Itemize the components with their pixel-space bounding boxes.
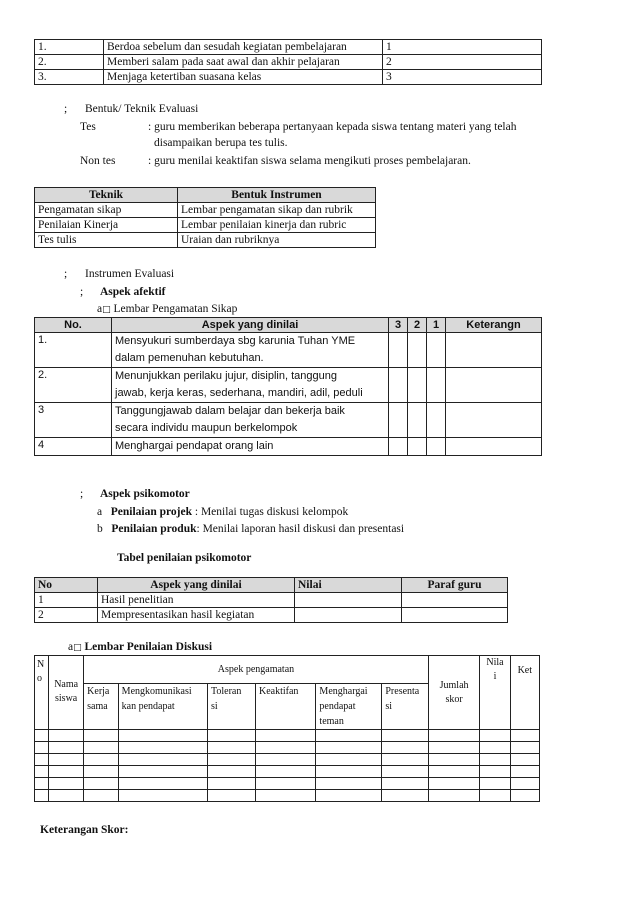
- table-row: [35, 233, 376, 248]
- table-row: [35, 593, 508, 608]
- diskusi-cell: [316, 754, 382, 766]
- diskusi-cell: [35, 766, 49, 778]
- diskusi-cell: [480, 730, 510, 742]
- psiko-aspek: Hasil penelitian: [98, 593, 295, 608]
- sikap-score-1: [427, 403, 446, 438]
- sikap-aspek-line-1: Menghargai pendapat orang lain: [115, 440, 274, 452]
- sikap-score-1: [427, 368, 446, 403]
- table-row: [35, 40, 542, 55]
- sikap-score-2: [408, 368, 427, 403]
- sikap-aspek-line-1: Mensyukuri sumberdaya sbg karunia Tuhan YME: [115, 335, 356, 347]
- bentuk-bullet: ;: [64, 103, 68, 115]
- diskusi-cell: [316, 790, 382, 802]
- diskusi-aspek-header: Aspek pengamatan: [84, 656, 429, 684]
- table-row: [35, 754, 540, 766]
- table-row: [35, 742, 540, 754]
- diskusi-col-line: Keaktifan: [258, 686, 299, 697]
- diskusi-no-1: N: [37, 659, 45, 670]
- diskusi-col-line: Kerja: [87, 686, 110, 697]
- psiko-a-bold: Penilaian projek: [110, 506, 192, 518]
- lembar-title: Lembar Pengamatan Sikap: [113, 303, 238, 315]
- psiko-table: [34, 577, 508, 623]
- diskusi-cell: [84, 730, 119, 742]
- teknik-cell: Tes tulis: [35, 233, 178, 248]
- psiko-nilai: [295, 608, 402, 623]
- psiko-heading: Aspek psikomotor: [100, 488, 190, 500]
- psiko-paraf: [402, 593, 508, 608]
- diskusi-cell: [428, 742, 480, 754]
- lembar-sikap-label: [97, 302, 237, 318]
- diskusi-cell: [480, 742, 510, 754]
- diskusi-nama-header: [49, 656, 84, 730]
- sikap-no-header: No.: [35, 318, 112, 333]
- diskusi-cell: [255, 754, 315, 766]
- diskusi-col-header: [382, 684, 428, 730]
- psiko-no: 2: [35, 608, 98, 623]
- nontes-label: Non tes: [80, 155, 116, 167]
- table-row: [35, 218, 376, 233]
- diskusi-cell: [49, 754, 84, 766]
- afektif-bullet: ;: [80, 286, 84, 298]
- sikap-score-2: [408, 333, 427, 368]
- diskusi-cell: [84, 742, 119, 754]
- diskusi-cell: [84, 778, 119, 790]
- psiko-item-b: [97, 522, 404, 537]
- diskusi-no-header: [35, 656, 49, 730]
- diskusi-cell: [255, 778, 315, 790]
- nontes-text: : guru menilai keaktifan siswa selama mengikuti proses pembelajaran.: [148, 155, 471, 167]
- diskusi-cell: [255, 790, 315, 802]
- table-row: [35, 778, 540, 790]
- diskusi-cell: [510, 742, 539, 754]
- diskusi-heading: Lembar Penilaian Diskusi: [84, 641, 213, 653]
- diskusi-cell: [382, 742, 428, 754]
- psiko-paraf-header: Paraf guru: [402, 578, 508, 593]
- tes-text-1: : guru memberikan beberapa pertanyaan kepada siswa tentang materi yang telah: [148, 121, 517, 133]
- diskusi-cell: [207, 730, 255, 742]
- instrumen-cell: Lembar pengamatan sikap dan rubrik: [178, 203, 376, 218]
- diskusi-col-header: [207, 684, 255, 730]
- diskusi-cell: [428, 790, 480, 802]
- diskusi-cell: [84, 766, 119, 778]
- diskusi-jumlah-1: Jumlah: [439, 679, 469, 691]
- afektif-heading: Aspek afektif: [100, 286, 166, 298]
- diskusi-cell: [207, 766, 255, 778]
- diskusi-cell: [118, 766, 207, 778]
- psiko-no: 1: [35, 593, 98, 608]
- psiko-aspek: Mempresentasikan hasil kegiatan: [98, 608, 295, 623]
- diskusi-cell: [382, 766, 428, 778]
- sikap-ket-header: Keterangn: [446, 318, 542, 333]
- psiko-b-text: : Menilai laporan hasil diskusi dan presentasi: [196, 523, 405, 535]
- diskusi-col-line: sama: [87, 701, 108, 712]
- behavior-desc: Menjaga ketertiban suasana kelas: [104, 70, 383, 85]
- diskusi-marker: a: [68, 641, 74, 653]
- instrumen-cell: Uraian dan rubriknya: [178, 233, 376, 248]
- diskusi-cell: [382, 754, 428, 766]
- diskusi-cell: [255, 766, 315, 778]
- psiko-a-marker: a: [97, 506, 103, 518]
- diskusi-col-header: [255, 684, 315, 730]
- diskusi-col-line: Menghargai: [319, 686, 368, 697]
- diskusi-cell: [49, 742, 84, 754]
- diskusi-cell: [49, 778, 84, 790]
- psiko-a-text: : Menilai tugas diskusi kelompok: [192, 506, 349, 518]
- diskusi-cell: [49, 790, 84, 802]
- diskusi-cell: [316, 766, 382, 778]
- sikap-aspek-line-2: secara individu maupun berkelompok: [115, 422, 298, 434]
- sikap-no: 3: [35, 403, 112, 438]
- diskusi-cell: [428, 766, 480, 778]
- psiko-nilai: [295, 593, 402, 608]
- bentuk-heading: Bentuk/ Teknik Evaluasi: [85, 103, 199, 115]
- table-row: [35, 438, 542, 456]
- diskusi-cell: [480, 778, 510, 790]
- table-row: [35, 368, 542, 403]
- sikap-aspek-line-2: jawab, kerja keras, sederhana, mandiri, adil, peduli: [115, 387, 363, 399]
- diskusi-cell: [35, 742, 49, 754]
- diskusi-cell: [207, 778, 255, 790]
- psiko-paraf: [402, 608, 508, 623]
- psiko-no-header: No: [35, 578, 98, 593]
- diskusi-cell: [428, 778, 480, 790]
- psiko-table-title: Tabel penilaian psikomotor: [117, 552, 252, 564]
- instrumen-cell: Lembar penilaian kinerja dan rubric: [178, 218, 376, 233]
- diskusi-cell: [118, 778, 207, 790]
- sikap-score-1: [427, 333, 446, 368]
- behavior-no: 3.: [35, 70, 104, 85]
- diskusi-col-line: teman: [319, 716, 344, 727]
- diskusi-cell: [480, 790, 510, 802]
- psiko-item-a: [97, 505, 348, 520]
- checkbox-icon: □: [73, 643, 82, 653]
- diskusi-cell: [316, 742, 382, 754]
- diskusi-col-line: Mengkomunikasi: [121, 686, 192, 697]
- diskusi-cell: [84, 754, 119, 766]
- diskusi-cell: [382, 730, 428, 742]
- sikap-keterangan: [446, 333, 542, 368]
- teknik-header: Teknik: [35, 188, 178, 203]
- tes-label: Tes: [80, 121, 96, 133]
- teknik-cell: Penilaian Kinerja: [35, 218, 178, 233]
- diskusi-col-header: [316, 684, 382, 730]
- behavior-value: 1: [383, 40, 542, 55]
- diskusi-cell: [118, 730, 207, 742]
- behavior-no: 2.: [35, 55, 104, 70]
- sikap-aspek-header: Aspek yang dinilai: [112, 318, 389, 333]
- instrumen-heading: Instrumen Evaluasi: [85, 268, 175, 280]
- psiko-b-bold: Penilaian produk: [111, 523, 197, 535]
- sikap-aspek: [112, 333, 389, 368]
- sikap-score-2: [408, 403, 427, 438]
- diskusi-col-line: pendapat: [319, 701, 356, 712]
- diskusi-cell: [255, 742, 315, 754]
- diskusi-cell: [510, 790, 539, 802]
- sikap-score-3: [389, 403, 408, 438]
- sikap-keterangan: [446, 368, 542, 403]
- psiko-b-marker: b: [97, 523, 103, 535]
- table-row: [35, 608, 508, 623]
- diskusi-table: [34, 655, 540, 802]
- diskusi-cell: [118, 790, 207, 802]
- diskusi-col-line: si: [210, 701, 218, 712]
- behavior-no: 1.: [35, 40, 104, 55]
- sikap-no: 1.: [35, 333, 112, 368]
- diskusi-cell: [35, 778, 49, 790]
- diskusi-cell: [84, 790, 119, 802]
- diskusi-nilai-1: Nila: [486, 657, 504, 668]
- behavior-table: [34, 39, 542, 85]
- diskusi-cell: [316, 778, 382, 790]
- psiko-bullet: ;: [80, 488, 84, 500]
- lembar-marker: a: [97, 303, 103, 315]
- sikap-table: [34, 317, 542, 456]
- diskusi-nilai-2: i: [493, 671, 497, 682]
- sikap-2-header: 2: [408, 318, 427, 333]
- sikap-aspek: [112, 368, 389, 403]
- sikap-keterangan: [446, 438, 542, 456]
- diskusi-cell: [510, 778, 539, 790]
- diskusi-cell: [207, 742, 255, 754]
- behavior-desc: Berdoa sebelum dan sesudah kegiatan pembelajaran: [104, 40, 383, 55]
- behavior-desc: Memberi salam pada saat awal dan akhir pelajaran: [104, 55, 383, 70]
- bentuk-instrumen-header: Bentuk Instrumen: [178, 188, 376, 203]
- diskusi-cell: [316, 730, 382, 742]
- diskusi-col-line: Presenta: [385, 686, 420, 697]
- diskusi-nama-1: Nama: [54, 679, 79, 690]
- table-row: [35, 55, 542, 70]
- psiko-nilai-header: Nilai: [295, 578, 402, 593]
- diskusi-cell: [49, 730, 84, 742]
- tes-text-2: disampaikan berupa tes tulis.: [154, 137, 288, 149]
- sikap-no: 2.: [35, 368, 112, 403]
- sikap-aspek: [112, 438, 389, 456]
- behavior-value: 3: [383, 70, 542, 85]
- teknik-cell: Pengamatan sikap: [35, 203, 178, 218]
- sikap-no: 4: [35, 438, 112, 456]
- diskusi-col-line: Toleran: [210, 686, 242, 697]
- diskusi-jumlah-header: [428, 656, 480, 730]
- diskusi-heading-line: [68, 640, 212, 656]
- keterangan-skor: Keterangan Skor:: [40, 824, 129, 836]
- sikap-score-1: [427, 438, 446, 456]
- diskusi-cell: [35, 730, 49, 742]
- diskusi-cell: [428, 730, 480, 742]
- diskusi-cell: [510, 766, 539, 778]
- instrumen-bullet: ;: [64, 268, 68, 280]
- sikap-keterangan: [446, 403, 542, 438]
- diskusi-col-line: kan pendapat: [121, 701, 175, 712]
- diskusi-nama-2: siswa: [55, 693, 78, 704]
- diskusi-cell: [510, 730, 539, 742]
- table-row: [35, 766, 540, 778]
- diskusi-cell: [480, 766, 510, 778]
- diskusi-no-2: o: [37, 673, 42, 684]
- diskusi-cell: [207, 754, 255, 766]
- diskusi-cell: [480, 754, 510, 766]
- sikap-1-header: 1: [427, 318, 446, 333]
- table-row: [35, 790, 540, 802]
- sikap-3-header: 3: [389, 318, 408, 333]
- diskusi-nilai-header: [480, 656, 510, 730]
- checkbox-icon: □: [102, 305, 111, 315]
- sikap-score-3: [389, 333, 408, 368]
- psiko-aspek-header: Aspek yang dinilai: [98, 578, 295, 593]
- diskusi-cell: [382, 790, 428, 802]
- behavior-value: 2: [383, 55, 542, 70]
- diskusi-jumlah-2: skor: [445, 693, 463, 705]
- sikap-aspek-line-1: Tanggungjawab dalam belajar dan bekerja baik: [115, 405, 345, 417]
- diskusi-cell: [35, 754, 49, 766]
- sikap-aspek: [112, 403, 389, 438]
- diskusi-cell: [35, 790, 49, 802]
- diskusi-col-line: si: [385, 701, 393, 712]
- table-row: [35, 333, 542, 368]
- diskusi-cell: [428, 754, 480, 766]
- diskusi-ket-header: Ket: [510, 656, 539, 730]
- table-row: [35, 70, 542, 85]
- diskusi-cell: [207, 790, 255, 802]
- diskusi-cell: [49, 766, 84, 778]
- sikap-score-3: [389, 438, 408, 456]
- diskusi-cell: [382, 778, 428, 790]
- diskusi-cell: [510, 754, 539, 766]
- table-row: [35, 203, 376, 218]
- diskusi-col-header: [118, 684, 207, 730]
- sikap-score-2: [408, 438, 427, 456]
- table-row: [35, 730, 540, 742]
- diskusi-cell: [118, 742, 207, 754]
- diskusi-col-header: [84, 684, 119, 730]
- sikap-aspek-line-1: Menunjukkan perilaku jujur, disiplin, tanggung: [115, 370, 337, 382]
- diskusi-cell: [118, 754, 207, 766]
- table-row: [35, 403, 542, 438]
- sikap-aspek-line-2: dalam pemenuhan kebutuhan.: [115, 352, 264, 364]
- diskusi-cell: [255, 730, 315, 742]
- sikap-score-3: [389, 368, 408, 403]
- teknik-table: [34, 187, 376, 248]
